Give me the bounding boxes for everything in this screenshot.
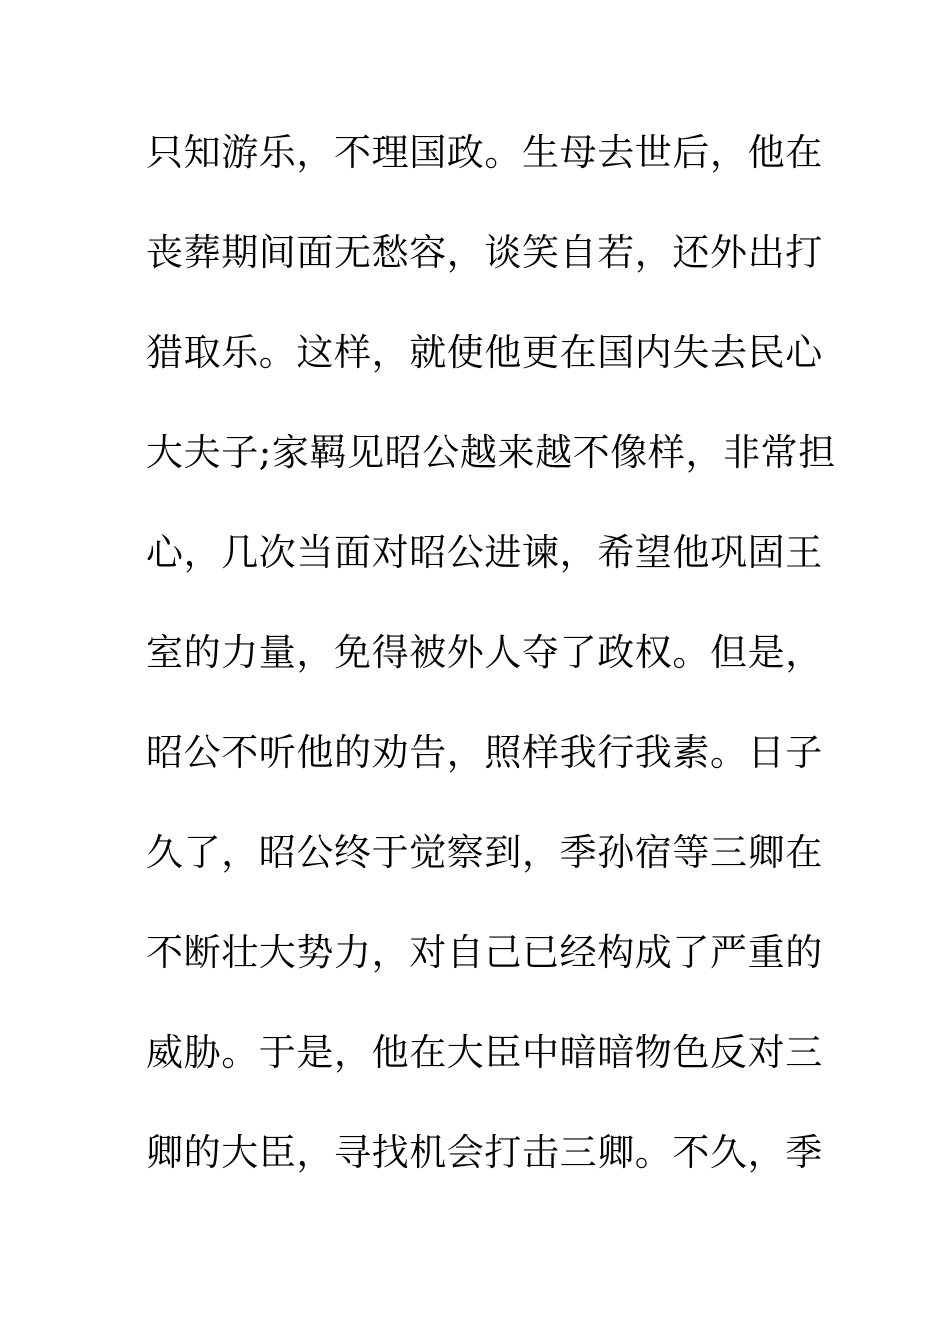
text-line: 心，几次当面对昭公进谏，希望他巩固王 [146,531,823,574]
text-line: 只知游乐，不理国政。生母去世后，他在 [146,131,823,174]
body-text [146,123,836,1223]
text-line: 不断壮大势力，对自己已经构成了严重的 [146,931,823,974]
text-line: 室的力量，免得被外人夺了政权。但是， [146,631,823,674]
text-line: 丧葬期间面无愁容，谈笑自若，还外出打 [146,231,823,274]
text-line: 猎取乐。这样，就使他更在国内失去民心 [146,331,823,374]
text-line: 久了，昭公终于觉察到，季孙宿等三卿在 [146,831,823,874]
text-line: 昭公不听他的劝告，照样我行我素。日子 [146,731,823,774]
text-line: 卿的大臣，寻找机会打击三卿。不久，季 [146,1131,823,1174]
text-line: 大夫子;家羁见昭公越来越不像样，非常担 [146,431,836,474]
text-line: 威胁。于是，他在大臣中暗暗物色反对三 [146,1031,823,1074]
